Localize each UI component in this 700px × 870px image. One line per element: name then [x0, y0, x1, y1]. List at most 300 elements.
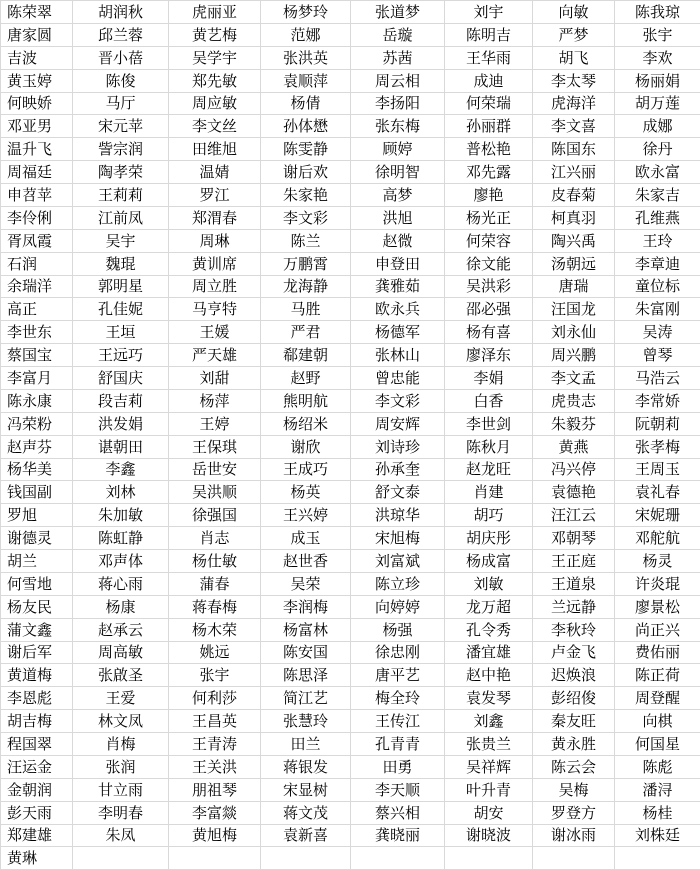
name-cell: 刘株廷 — [615, 824, 700, 847]
name-cell: 许炎琨 — [615, 572, 700, 595]
name-cell: 刘鑫 — [445, 710, 533, 733]
table-row — [1, 138, 700, 161]
name-cell: 叶升青 — [445, 778, 533, 801]
name-cell: 何映娇 — [1, 92, 73, 115]
name-cell: 张润 — [73, 755, 169, 778]
name-cell: 陈我琼 — [615, 1, 700, 24]
name-cell: 严天雄 — [169, 344, 261, 367]
name-cell: 肖建 — [445, 481, 533, 504]
name-cell: 陈明吉 — [445, 23, 533, 46]
name-cell: 汪运金 — [1, 755, 73, 778]
name-cell: 欧永富 — [615, 161, 700, 184]
name-cell: 虎海洋 — [533, 92, 615, 115]
name-cell — [169, 847, 261, 870]
name-cell: 江兴丽 — [533, 161, 615, 184]
name-cell — [73, 847, 169, 870]
name-cell: 吴荣 — [261, 572, 351, 595]
name-cell: 陈雯静 — [261, 138, 351, 161]
name-cell: 黄燕 — [533, 435, 615, 458]
name-cell: 赵世香 — [261, 550, 351, 573]
name-cell: 袁顺萍 — [261, 69, 351, 92]
name-cell: 吴学宇 — [169, 46, 261, 69]
name-cell: 孙承奎 — [351, 458, 445, 481]
name-cell: 刘敏 — [445, 572, 533, 595]
table-row — [1, 161, 700, 184]
name-cell: 杨英 — [261, 481, 351, 504]
table-row — [1, 618, 700, 641]
name-cell: 马浩云 — [615, 367, 700, 390]
name-cell: 卢金飞 — [533, 641, 615, 664]
name-cell: 朱加敏 — [73, 504, 169, 527]
name-cell: 黄艺梅 — [169, 23, 261, 46]
name-cell: 虎贵志 — [533, 389, 615, 412]
name-cell: 朱富刚 — [615, 298, 700, 321]
table-row — [1, 275, 700, 298]
name-cell: 李文孟 — [533, 367, 615, 390]
name-cell: 陈虹静 — [73, 527, 169, 550]
name-cell: 王远巧 — [73, 344, 169, 367]
name-cell: 胡巧 — [445, 504, 533, 527]
name-cell: 杨萍 — [169, 389, 261, 412]
name-cell: 严梦 — [533, 23, 615, 46]
name-cell: 胥凤霞 — [1, 229, 73, 252]
table-row — [1, 664, 700, 687]
name-cell: 唐家圆 — [1, 23, 73, 46]
table-row — [1, 755, 700, 778]
name-cell: 周安辉 — [351, 412, 445, 435]
name-cell: 王莉莉 — [73, 184, 169, 207]
name-cell: 李文喜 — [533, 115, 615, 138]
table-row — [1, 206, 700, 229]
name-cell: 高正 — [1, 298, 73, 321]
name-cell: 秦友旺 — [533, 710, 615, 733]
name-cell: 潘浔 — [615, 778, 700, 801]
name-cell: 陈国东 — [533, 138, 615, 161]
table-row — [1, 184, 700, 207]
name-cell: 李富燚 — [169, 801, 261, 824]
table-row — [1, 733, 700, 756]
name-cell: 王传江 — [351, 710, 445, 733]
name-cell: 范娜 — [261, 23, 351, 46]
name-cell: 温婧 — [169, 161, 261, 184]
name-cell: 岳世安 — [169, 458, 261, 481]
name-cell: 向婷婷 — [351, 595, 445, 618]
name-cell: 吴祥辉 — [445, 755, 533, 778]
name-cell: 苏茜 — [351, 46, 445, 69]
name-cell: 龚雅茹 — [351, 275, 445, 298]
name-cell: 田兰 — [261, 733, 351, 756]
name-cell: 江前凤 — [73, 206, 169, 229]
name-cell: 陶兴禹 — [533, 229, 615, 252]
name-cell: 周立胜 — [169, 275, 261, 298]
name-cell: 谢冰雨 — [533, 824, 615, 847]
name-cell: 王正庭 — [533, 550, 615, 573]
table-row — [1, 298, 700, 321]
name-cell: 邱兰蓉 — [73, 23, 169, 46]
name-cell: 王关洪 — [169, 755, 261, 778]
name-cell: 张宇 — [615, 23, 700, 46]
name-cell: 孔维燕 — [615, 206, 700, 229]
name-cell: 朱家艳 — [261, 184, 351, 207]
name-cell: 李润梅 — [261, 595, 351, 618]
name-cell: 孔青青 — [351, 733, 445, 756]
name-cell: 向敏 — [533, 1, 615, 24]
name-cell: 岳璇 — [351, 23, 445, 46]
name-cell: 王保琪 — [169, 435, 261, 458]
name-cell: 唐平艺 — [351, 664, 445, 687]
name-cell: 朱家吉 — [615, 184, 700, 207]
name-cell: 黄旭梅 — [169, 824, 261, 847]
name-cell: 曾忠能 — [351, 367, 445, 390]
name-cell: 谢欣 — [261, 435, 351, 458]
name-cell: 孔佳妮 — [73, 298, 169, 321]
name-cell: 周登醒 — [615, 687, 700, 710]
name-cell: 陈思泽 — [261, 664, 351, 687]
name-cell: 徐丹 — [615, 138, 700, 161]
name-cell: 王周玉 — [615, 458, 700, 481]
name-cell: 张宇 — [169, 664, 261, 687]
name-cell: 王婷 — [169, 412, 261, 435]
name-cell: 陈永康 — [1, 389, 73, 412]
name-cell: 魏琨 — [73, 252, 169, 275]
name-cell: 肖梅 — [73, 733, 169, 756]
name-cell: 蒋春梅 — [169, 595, 261, 618]
name-cell: 陈云会 — [533, 755, 615, 778]
name-cell: 刘永仙 — [533, 321, 615, 344]
name-cell: 李鑫 — [73, 458, 169, 481]
name-cell: 王道泉 — [533, 572, 615, 595]
name-cell — [351, 847, 445, 870]
name-cell: 王垣 — [73, 321, 169, 344]
name-cell: 袁新喜 — [261, 824, 351, 847]
name-cell: 张慧玲 — [261, 710, 351, 733]
name-cell: 杨康 — [73, 595, 169, 618]
name-cell: 黄玉婷 — [1, 69, 73, 92]
name-cell: 徐明智 — [351, 161, 445, 184]
name-cell: 唐瑞 — [533, 275, 615, 298]
name-cell: 李天顺 — [351, 778, 445, 801]
name-cell: 何国星 — [615, 733, 700, 756]
name-cell: 罗登方 — [533, 801, 615, 824]
table-row — [1, 458, 700, 481]
name-cell: 孔令秀 — [445, 618, 533, 641]
name-cell: 杨富林 — [261, 618, 351, 641]
name-cell: 何利莎 — [169, 687, 261, 710]
name-cell: 皮春菊 — [533, 184, 615, 207]
name-cell: 杨有喜 — [445, 321, 533, 344]
name-cell: 罗江 — [169, 184, 261, 207]
name-cell: 成玉 — [261, 527, 351, 550]
name-cell: 龙海静 — [261, 275, 351, 298]
name-cell: 杨绍米 — [261, 412, 351, 435]
name-cell: 杨成富 — [445, 550, 533, 573]
name-cell: 张洪英 — [261, 46, 351, 69]
name-cell: 蔡国宝 — [1, 344, 73, 367]
name-cell: 蒋文茂 — [261, 801, 351, 824]
name-cell: 徐强国 — [169, 504, 261, 527]
name-cell: 蔡兴相 — [351, 801, 445, 824]
name-cell: 周高敏 — [73, 641, 169, 664]
name-cell: 胡吉梅 — [1, 710, 73, 733]
table-row — [1, 1, 700, 24]
name-cell: 刘诗珍 — [351, 435, 445, 458]
name-cell: 胡安 — [445, 801, 533, 824]
name-cell: 费佑丽 — [615, 641, 700, 664]
name-cell: 袁礼春 — [615, 481, 700, 504]
name-cell: 申苕苹 — [1, 184, 73, 207]
name-cell: 王兴婷 — [261, 504, 351, 527]
name-cell: 冯荣粉 — [1, 412, 73, 435]
name-cell: 金朝润 — [1, 778, 73, 801]
name-cell: 邓先露 — [445, 161, 533, 184]
name-cell: 王昌英 — [169, 710, 261, 733]
name-cell: 李文彩 — [351, 389, 445, 412]
name-cell: 杨光正 — [445, 206, 533, 229]
name-cell: 谢后欢 — [261, 161, 351, 184]
name-cell: 尚正兴 — [615, 618, 700, 641]
name-cell: 陈兰 — [261, 229, 351, 252]
name-cell: 田勇 — [351, 755, 445, 778]
name-cell: 冯兴停 — [533, 458, 615, 481]
name-cell: 杨桂 — [615, 801, 700, 824]
name-cell: 邓声体 — [73, 550, 169, 573]
name-cell: 虎丽亚 — [169, 1, 261, 24]
table-row — [1, 824, 700, 847]
name-cell: 胡兰 — [1, 550, 73, 573]
name-cell: 陈立珍 — [351, 572, 445, 595]
name-cell: 姚远 — [169, 641, 261, 664]
name-cell: 吴梅 — [533, 778, 615, 801]
name-cell: 刘林 — [73, 481, 169, 504]
name-cell: 成迪 — [445, 69, 533, 92]
name-cell: 杨德军 — [351, 321, 445, 344]
table-row — [1, 23, 700, 46]
name-cell: 林文凤 — [73, 710, 169, 733]
name-cell: 吴涛 — [615, 321, 700, 344]
name-cell: 高梦 — [351, 184, 445, 207]
name-cell: 邓朝琴 — [533, 527, 615, 550]
name-cell: 李世剑 — [445, 412, 533, 435]
name-cell: 袁德艳 — [533, 481, 615, 504]
name-cell: 王爱 — [73, 687, 169, 710]
name-cell: 郗建朝 — [261, 344, 351, 367]
name-cell: 汤朝远 — [533, 252, 615, 275]
name-cell: 潘宜雄 — [445, 641, 533, 664]
name-cell: 杨友民 — [1, 595, 73, 618]
name-cell: 白香 — [445, 389, 533, 412]
name-cell: 宋妮珊 — [615, 504, 700, 527]
name-cell: 胡润秋 — [73, 1, 169, 24]
name-cell: 黄琳 — [1, 847, 73, 870]
table-row — [1, 550, 700, 573]
name-cell: 訾宗润 — [73, 138, 169, 161]
name-cell: 晋小蓓 — [73, 46, 169, 69]
table-row — [1, 687, 700, 710]
name-cell: 郑先敏 — [169, 69, 261, 92]
table-row — [1, 801, 700, 824]
name-cell: 宋元苹 — [73, 115, 169, 138]
name-cell: 李富月 — [1, 367, 73, 390]
name-cell: 陈安国 — [261, 641, 351, 664]
name-cell: 李明春 — [73, 801, 169, 824]
name-cell: 程国翠 — [1, 733, 73, 756]
name-cell: 谢德灵 — [1, 527, 73, 550]
name-cell: 向棋 — [615, 710, 700, 733]
name-cell: 申登田 — [351, 252, 445, 275]
name-cell: 周应敏 — [169, 92, 261, 115]
name-cell: 宋旭梅 — [351, 527, 445, 550]
name-cell: 张啟圣 — [73, 664, 169, 687]
name-cell: 李文彩 — [261, 206, 351, 229]
name-cell: 杨仕敏 — [169, 550, 261, 573]
name-cell: 甘立雨 — [73, 778, 169, 801]
name-cell: 胡万莲 — [615, 92, 700, 115]
name-cell: 李太琴 — [533, 69, 615, 92]
name-cell: 杨华美 — [1, 458, 73, 481]
name-cell: 赵野 — [261, 367, 351, 390]
name-cell: 谢后军 — [1, 641, 73, 664]
name-cell: 李秋玲 — [533, 618, 615, 641]
name-cell: 柯真羽 — [533, 206, 615, 229]
name-cell: 李常娇 — [615, 389, 700, 412]
name-cell: 陈秋月 — [445, 435, 533, 458]
name-cell: 谢晓波 — [445, 824, 533, 847]
table-row — [1, 229, 700, 252]
name-cell: 陶孝荣 — [73, 161, 169, 184]
name-cell: 段吉莉 — [73, 389, 169, 412]
name-cell: 袁发琴 — [445, 687, 533, 710]
name-cell — [261, 847, 351, 870]
name-cell — [445, 847, 533, 870]
name-cell — [615, 847, 700, 870]
name-cell: 王媛 — [169, 321, 261, 344]
name-cell: 张贵兰 — [445, 733, 533, 756]
name-cell: 张东梅 — [351, 115, 445, 138]
name-cell: 朱毅芬 — [533, 412, 615, 435]
name-cell: 童位标 — [615, 275, 700, 298]
name-cell: 廖景松 — [615, 595, 700, 618]
name-cell: 蒋银发 — [261, 755, 351, 778]
name-cell: 迟焕浪 — [533, 664, 615, 687]
table-row — [1, 778, 700, 801]
name-cell: 梅全玲 — [351, 687, 445, 710]
name-cell: 张道梦 — [351, 1, 445, 24]
name-cell: 王成巧 — [261, 458, 351, 481]
name-cell: 罗旭 — [1, 504, 73, 527]
name-cell: 朋祖琴 — [169, 778, 261, 801]
name-cell: 孙体懋 — [261, 115, 351, 138]
name-cell: 李世东 — [1, 321, 73, 344]
name-cell: 汪国龙 — [533, 298, 615, 321]
name-cell: 张林山 — [351, 344, 445, 367]
name-cell: 蒲文鑫 — [1, 618, 73, 641]
name-cell: 郑建雄 — [1, 824, 73, 847]
name-cell: 普松艳 — [445, 138, 533, 161]
name-cell: 廖泽东 — [445, 344, 533, 367]
name-cell: 徐文能 — [445, 252, 533, 275]
name-cell: 肖志 — [169, 527, 261, 550]
name-cell: 万鹏霄 — [261, 252, 351, 275]
name-cell: 杨强 — [351, 618, 445, 641]
table-row — [1, 847, 700, 870]
name-table-body — [1, 1, 700, 870]
name-cell: 吴宇 — [73, 229, 169, 252]
name-cell: 赵微 — [351, 229, 445, 252]
name-cell: 成娜 — [615, 115, 700, 138]
table-row — [1, 710, 700, 733]
name-cell: 邓亚男 — [1, 115, 73, 138]
table-row — [1, 389, 700, 412]
name-cell: 简江艺 — [261, 687, 351, 710]
name-cell: 胡飞 — [533, 46, 615, 69]
table-row — [1, 527, 700, 550]
name-cell: 周兴鹏 — [533, 344, 615, 367]
name-cell: 陈彪 — [615, 755, 700, 778]
name-cell: 刘富斌 — [351, 550, 445, 573]
name-cell: 舒文泰 — [351, 481, 445, 504]
table-row — [1, 252, 700, 275]
name-cell: 邓舵航 — [615, 527, 700, 550]
table-row — [1, 321, 700, 344]
name-cell: 黄训席 — [169, 252, 261, 275]
name-cell: 田维旭 — [169, 138, 261, 161]
name-cell: 王青涛 — [169, 733, 261, 756]
name-cell: 余瑞洋 — [1, 275, 73, 298]
name-cell: 洪旭 — [351, 206, 445, 229]
name-cell: 李娟 — [445, 367, 533, 390]
name-cell: 彭绍俊 — [533, 687, 615, 710]
name-cell: 兰远静 — [533, 595, 615, 618]
name-cell: 李恩彪 — [1, 687, 73, 710]
table-row — [1, 595, 700, 618]
name-cell: 龚晓丽 — [351, 824, 445, 847]
table-row — [1, 481, 700, 504]
name-cell: 赵承云 — [73, 618, 169, 641]
name-cell: 何荣容 — [445, 229, 533, 252]
name-cell: 李章迪 — [615, 252, 700, 275]
name-cell: 洪琼华 — [351, 504, 445, 527]
name-cell: 杨倩 — [261, 92, 351, 115]
name-cell: 邵必强 — [445, 298, 533, 321]
name-cell: 孙丽群 — [445, 115, 533, 138]
name-cell: 顾婷 — [351, 138, 445, 161]
name-cell: 吴洪顺 — [169, 481, 261, 504]
name-cell: 杨灵 — [615, 550, 700, 573]
name-cell: 杨梦玲 — [261, 1, 351, 24]
table-row — [1, 435, 700, 458]
name-cell: 郭明星 — [73, 275, 169, 298]
table-row — [1, 572, 700, 595]
name-cell: 张孝梅 — [615, 435, 700, 458]
name-cell: 汪江云 — [533, 504, 615, 527]
name-cell: 舒国庆 — [73, 367, 169, 390]
name-cell: 谌朝田 — [73, 435, 169, 458]
table-row — [1, 46, 700, 69]
name-cell: 何荣瑞 — [445, 92, 533, 115]
name-cell: 蒋心雨 — [73, 572, 169, 595]
name-cell: 李扬阳 — [351, 92, 445, 115]
name-cell: 陈俊 — [73, 69, 169, 92]
name-cell: 杨木荣 — [169, 618, 261, 641]
name-cell: 朱凤 — [73, 824, 169, 847]
table-row — [1, 115, 700, 138]
name-cell: 刘甜 — [169, 367, 261, 390]
name-cell: 廖艳 — [445, 184, 533, 207]
name-cell: 周云相 — [351, 69, 445, 92]
name-cell: 彭天雨 — [1, 801, 73, 824]
name-cell: 马胜 — [261, 298, 351, 321]
table-row — [1, 504, 700, 527]
